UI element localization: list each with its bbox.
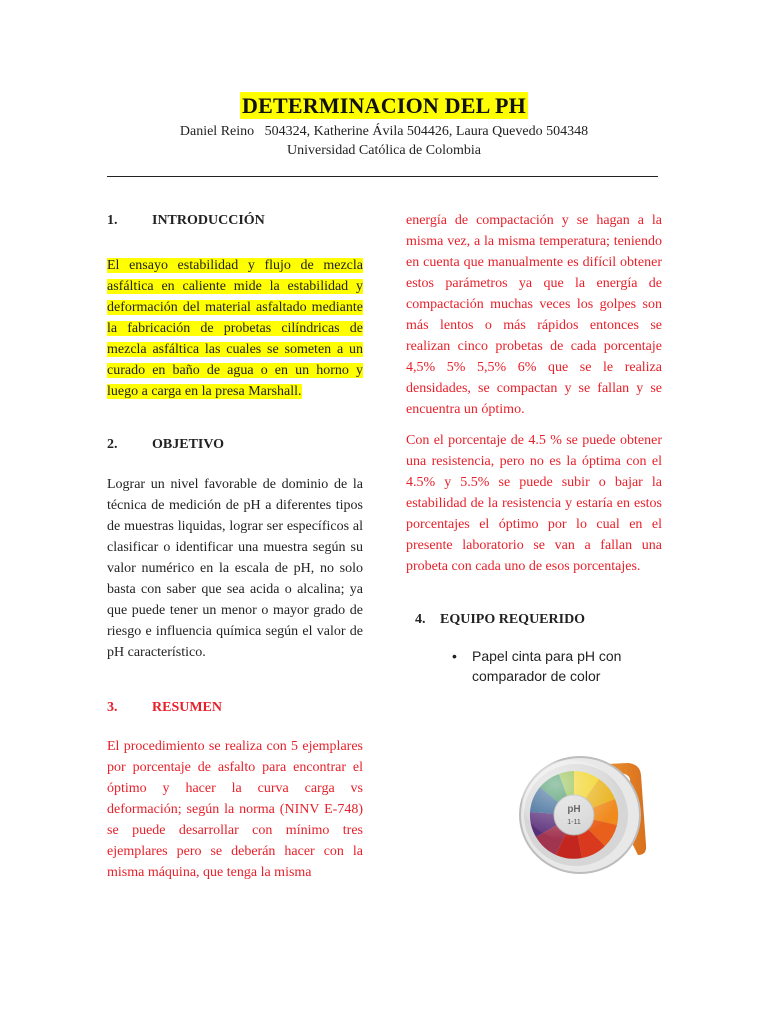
document-title: DETERMINACION DEL PH [242,93,526,118]
objective-paragraph: Lograr un nivel favorable de dominio de la técnica de medición de pH a diferentes tipos de muestras liquidas, lograr ser específicos al clasificar o identificar una muestra según su valor numérico en la escala de pH, no solo basta con saber que sea acida o alcalina; ya que puede tener un menor o mayor grado de riesgo e influencia química según el valor de pH característico. [107,477,363,660]
section-title: EQUIPO REQUERIDO [440,612,586,627]
intro-text: El ensayo estabilidad y flujo de mezcla asfáltica en caliente mide la estabilidad y deformación del material asfaltado mediante la fabricación de probetas cilíndricas de mezcla asfáltica las cuales se someten a un curado en baño de agua o en un horno y luego a carga en la presa Marshall. [107,258,363,399]
section-number: 3. [107,700,118,715]
section-number: 2. [107,437,118,452]
section-title: INTRODUCCIÓN [152,213,265,228]
section-title: RESUMEN [152,700,223,715]
section-heading-summary [107,697,363,718]
section-number: 4. [415,612,426,627]
left-column [107,210,363,883]
university-line: Universidad Católica de Colombia [286,143,481,158]
section-number: 1. [107,213,118,228]
authors-line: Daniel Reino 504324, Katherine Ávila 504426, Laura Quevedo 504348 [179,124,589,139]
summary-paragraph-2: Con el porcentaje de 4.5 % se puede obtener una resistencia, pero no es la óptima con el 4.5% y 5.5% se puede subir o bajar la estabilidad de la resistencia y estaría en estos porcentajes el óptimo por lo cual en el presente laboratorio se van a fallan una probeta con cada uno de esos porcentajes. [406,433,662,574]
equipment-item-text: Papel cinta para pH con comparador de color [472,648,622,684]
title-container [0,92,768,119]
section-heading-objective [107,434,363,455]
section-heading-intro [107,210,363,231]
right-column [406,210,662,686]
bullet-icon: • [452,648,457,664]
section-heading-equipment [406,609,662,630]
summary-paragraph-continued: energía de compactación y se hagan a la misma vez, a la misma temperatura; teniendo en cuenta que manualmente es difícil obtener estos parámetros ya que la energía de compactación muchas veces los golpes son más lentos o más rápidos entonces se realizan cinco probetas de cada porcentaje 4,5% 5% 5,5% 6% que se le realiza densidades, se compactan y se fallan y se encuentra un óptimo. [406,213,662,417]
intro-paragraph [107,255,363,402]
section-title: OBJETIVO [152,437,225,452]
equipment-list-item [452,646,662,686]
ph-paper-dispenser-icon [500,755,660,875]
header-divider [107,176,658,177]
summary-paragraph-left: El procedimiento se realiza con 5 ejemplares por porcentaje de asfalto para encontrar el óptimo y hacer la curva carga vs deformación; según la norma (NINV E-748) se puede desarrollar con mínimo tres ejemplares pero se deberán hacer con la misma máquina, que tenga la misma [107,739,363,880]
